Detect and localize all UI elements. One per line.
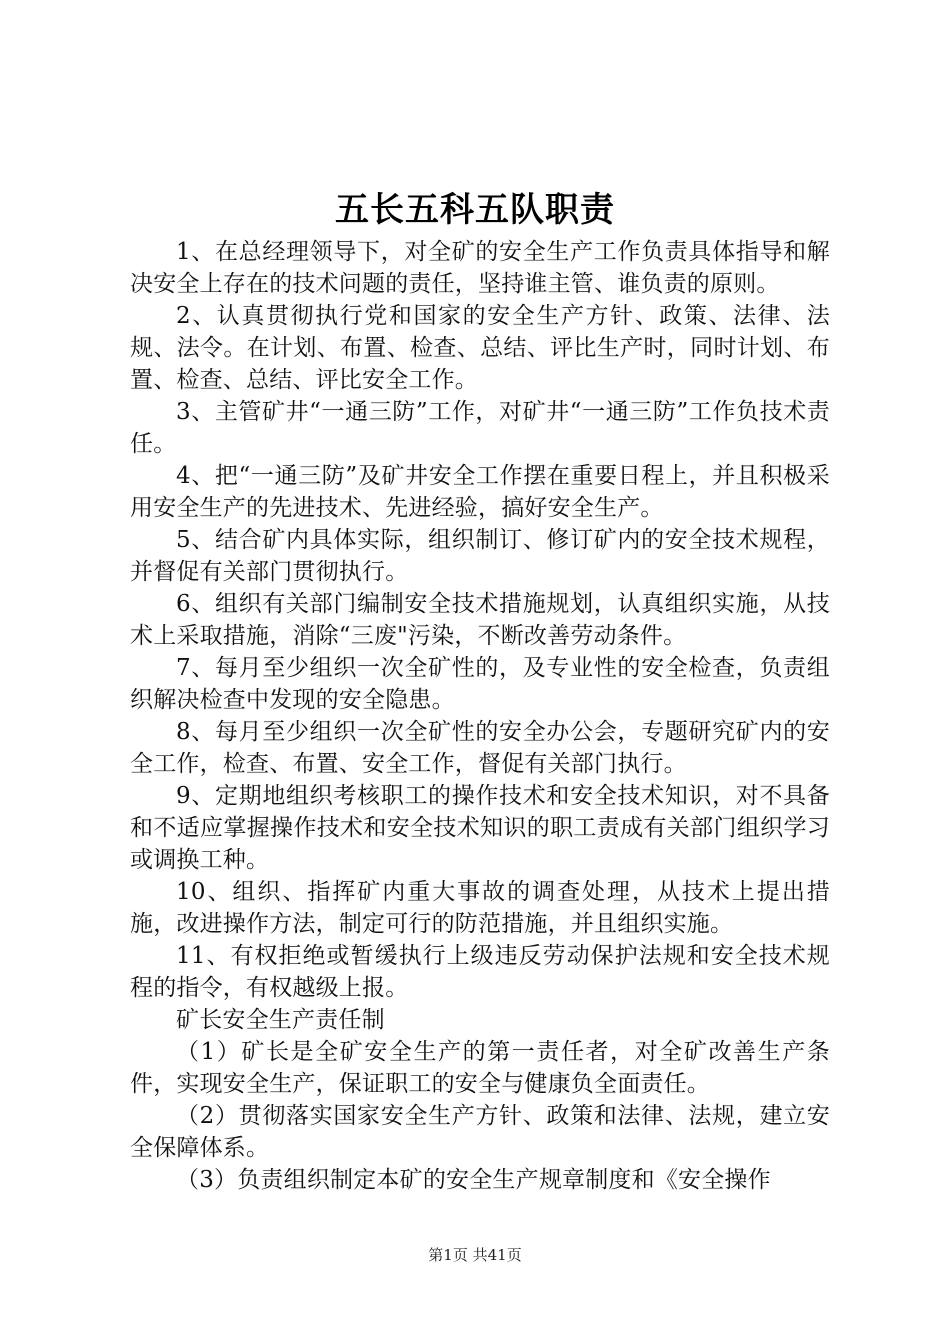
- paragraph-10: 10、组织、指挥矿内重大事故的调查处理，从技术上提出措施，改进操作方法，制定可行的防范措施，并且组织实施。: [130, 879, 830, 937]
- paragraph-7: 7、每月至少组织一次全矿性的，及专业性的安全检查，负责组织解决检查中发现的安全隐患。: [130, 655, 830, 713]
- sub-item-1: （1）矿长是全矿安全生产的第一责任者，对全矿改善生产条件，实现安全生产，保证职工的安全与健康负全面责任。: [130, 1039, 830, 1097]
- document-title: 五长五科五队职责: [335, 190, 615, 230]
- paragraph-4: 4、把“一通三防”及矿井安全工作摆在重要日程上，并且积极采用安全生产的先进技术、先进经验，搞好安全生产。: [130, 463, 830, 521]
- paragraph-8: 8、每月至少组织一次全矿性的安全办公会，专题研究矿内的安全工作，检查、布置、安全工作，督促有关部门执行。: [130, 719, 830, 777]
- paragraph-11: 11、有权拒绝或暂缓执行上级违反劳动保护法规和安全技术规程的指令，有权越级上报。: [130, 943, 830, 1001]
- paragraph-6: 6、组织有关部门编制安全技术措施规划，认真组织实施，从技术上采取措施，消除“三废"污染，不断改善劳动条件。: [130, 591, 830, 649]
- paragraph-3: 3、主管矿井“一通三防”工作，对矿井“一通三防”工作负技术责任。: [130, 399, 830, 457]
- paragraph-9: 9、定期地组织考核职工的操作技术和安全技术知识，对不具备和不适应掌握操作技术和安全技术知识的职工责成有关部门组织学习或调换工种。: [130, 783, 830, 873]
- page-number-footer: 第1页 共41页: [428, 1246, 522, 1264]
- paragraph-1: 1、在总经理领导下，对全矿的安全生产工作负责具体指导和解决安全上存在的技术问题的责任，坚持谁主管、谁负责的原则。: [130, 239, 830, 297]
- sub-item-3: （3）负责组织制定本矿的安全生产规章制度和《安全操作: [176, 1167, 771, 1193]
- section-heading-mine-director: 矿长安全生产责任制: [176, 1007, 385, 1033]
- paragraph-2: 2、认真贯彻执行党和国家的安全生产方针、政策、法律、法规、法令。在计划、布置、检查、总结、评比生产时，同时计划、布置、检查、总结、评比安全工作。: [130, 303, 830, 393]
- document-body: [130, 236, 830, 1196]
- sub-item-2: （2）贯彻落实国家安全生产方针、政策和法律、法规，建立安全保障体系。: [130, 1103, 830, 1161]
- paragraph-5: 5、结合矿内具体实际，组织制订、修订矿内的安全技术规程，并督促有关部门贯彻执行。: [130, 527, 830, 585]
